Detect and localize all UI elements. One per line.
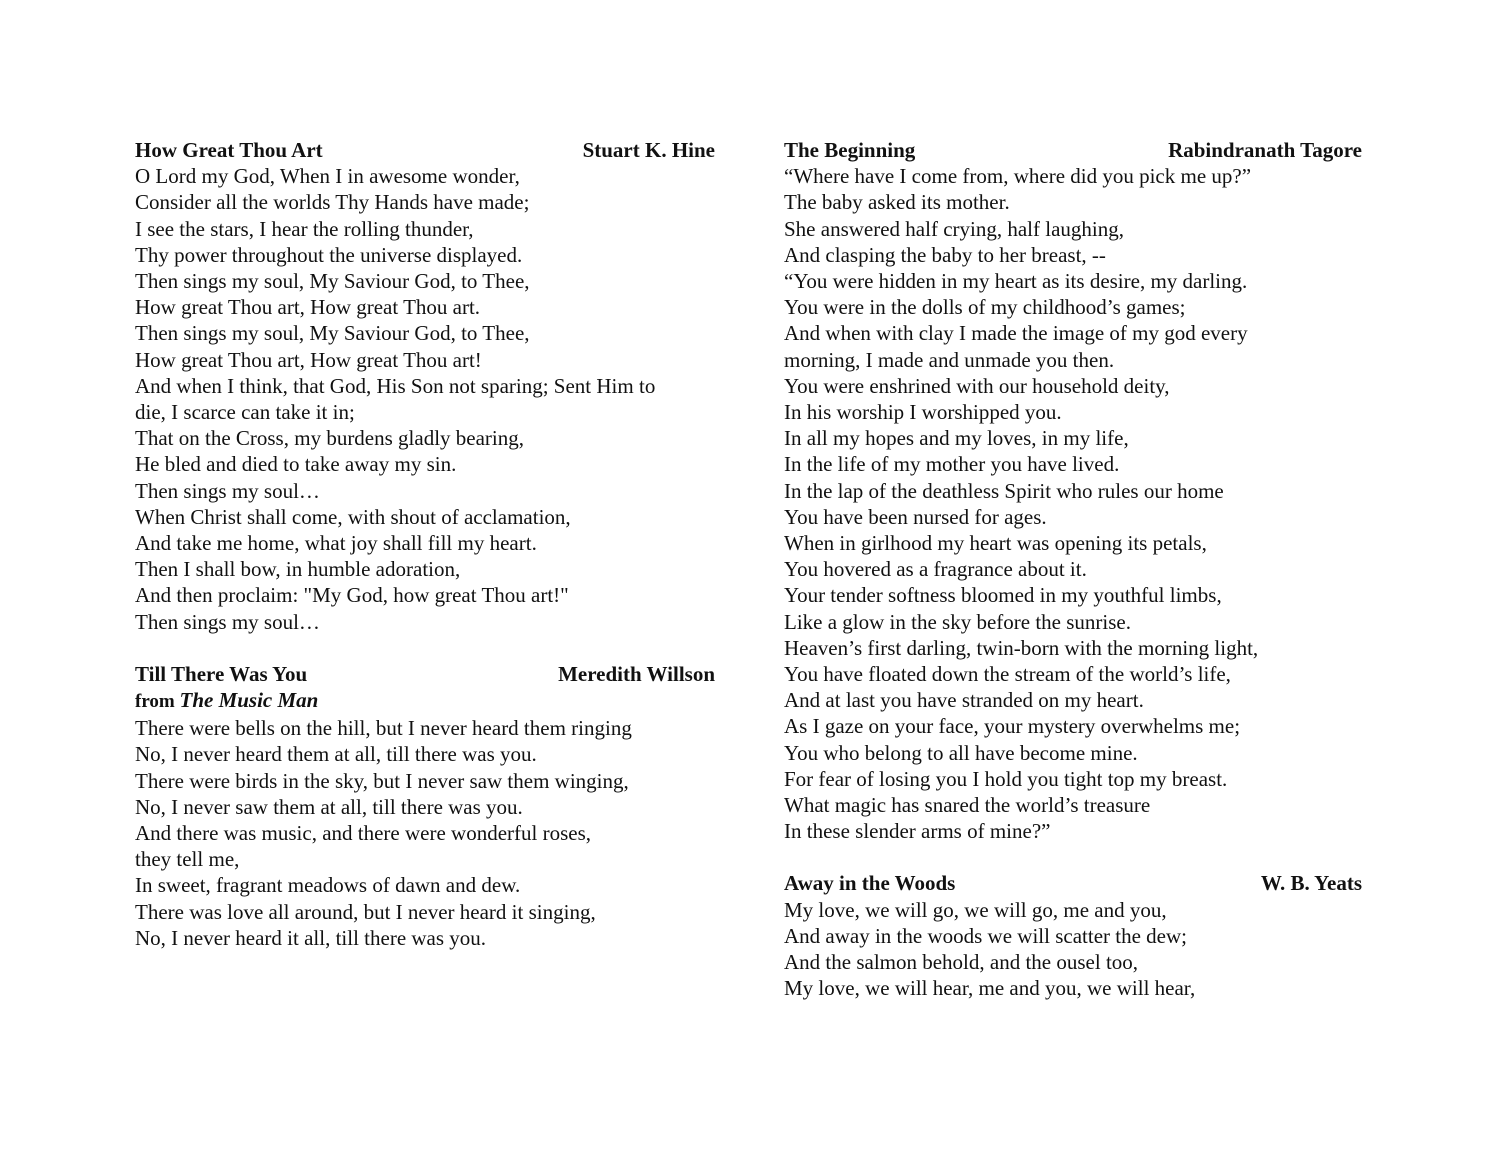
- poem-line: In sweet, fragrant meadows of dawn and dew.: [135, 873, 521, 898]
- poem-line: The baby asked its mother.: [784, 190, 1010, 215]
- poem-author: Stuart K. Hine: [582, 138, 715, 162]
- poem-line: No, I never saw them at all, till there was you.: [135, 794, 523, 819]
- poem-title: How Great Thou Art: [135, 138, 323, 162]
- poem-line: Thy power throughout the universe displayed.: [135, 242, 523, 267]
- poem-line: When Christ shall come, with shout of acclamation,: [135, 504, 571, 529]
- poem-header: [135, 661, 715, 687]
- poem-line: And then proclaim: "My God, how great Thou art!": [135, 583, 569, 608]
- source-prefix: from: [135, 691, 175, 713]
- poem-title: The Beginning: [784, 138, 916, 162]
- poem-line: And there was music, and there were wonderful roses,: [135, 821, 592, 846]
- right-column: [784, 137, 1362, 1028]
- poem-header: [135, 137, 715, 163]
- poem-line: You were in the dolls of my childhood’s games;: [784, 295, 1186, 320]
- poem-line: As I gaze on your face, your mystery overwhelms me;: [784, 714, 1241, 739]
- poem-line: In the lap of the deathless Spirit who rules our home: [784, 478, 1224, 503]
- poem-line: You have been nursed for ages.: [784, 504, 1047, 529]
- poem-till-there-was-you: [135, 661, 715, 951]
- poem-line: When in girlhood my heart was opening its petals,: [784, 531, 1207, 556]
- poem-the-beginning: [784, 137, 1362, 844]
- poem-line: There were bells on the hill, but I never heard them ringing: [135, 716, 632, 741]
- poem-title: Till There Was You: [135, 661, 308, 686]
- poem-line: And at last you have stranded on my heart.: [784, 688, 1144, 713]
- poem-line: What magic has snared the world’s treasure: [784, 793, 1151, 818]
- poem-line: In these slender arms of mine?”: [784, 819, 1051, 844]
- poem-line: “You were hidden in my heart as its desire, my darling.: [784, 269, 1248, 294]
- poem-line: And clasping the baby to her breast, --: [784, 242, 1106, 267]
- poem-line: Like a glow in the sky before the sunrise.: [784, 609, 1131, 634]
- poem-line: Your tender softness bloomed in my youthful limbs,: [784, 583, 1222, 608]
- poem-line: And when I think, that God, His Son not sparing; Sent Him to: [135, 373, 656, 398]
- poem-away-in-the-woods: [784, 870, 1362, 1001]
- poem-line: In his worship I worshipped you.: [784, 400, 1062, 425]
- poem-line: You who belong to all have become mine.: [784, 740, 1138, 765]
- poem-line: My love, we will hear, me and you, we will hear,: [784, 976, 1196, 1001]
- poem-header: [784, 137, 1362, 163]
- poem-author: W. B. Yeats: [1260, 871, 1362, 896]
- poem-line: No, I never heard it all, till there was you.: [135, 925, 487, 950]
- poem-author: Meredith Willson: [558, 661, 715, 686]
- poem-line: You have floated down the stream of the world’s life,: [784, 662, 1231, 687]
- poem-line: How great Thou art, How great Thou art!: [135, 347, 482, 372]
- poem-line: That on the Cross, my burdens gladly bearing,: [135, 426, 525, 451]
- poem-line: they tell me,: [135, 847, 240, 872]
- poem-line: He bled and died to take away my sin.: [135, 452, 457, 477]
- poem-header: [784, 870, 1362, 896]
- poem-line: Consider all the worlds Thy Hands have made;: [135, 190, 530, 215]
- poem-line: There were birds in the sky, but I never saw them winging,: [135, 768, 629, 793]
- poem-line: And when with clay I made the image of my god every: [784, 321, 1248, 346]
- poem-line: And away in the woods we will scatter the dew;: [784, 923, 1187, 948]
- poem-source: [135, 687, 715, 715]
- poem-line: morning, I made and unmade you then.: [784, 347, 1115, 372]
- poem-line: In all my hopes and my loves, in my life,: [784, 426, 1129, 451]
- poem-line: How great Thou art, How great Thou art.: [135, 295, 481, 320]
- poem-line: die, I scarce can take it in;: [135, 400, 355, 425]
- poem-line: Then I shall bow, in humble adoration,: [135, 557, 461, 582]
- poem-line: And the salmon behold, and the ousel too,: [784, 950, 1139, 975]
- poem-line: I see the stars, I hear the rolling thunder,: [135, 216, 474, 241]
- poem-line: No, I never heard them at all, till there was you.: [135, 742, 537, 767]
- poem-line: In the life of my mother you have lived.: [784, 452, 1120, 477]
- poem-line: Then sings my soul…: [135, 609, 320, 634]
- poem-line: You hovered as a fragrance about it.: [784, 557, 1087, 582]
- left-column: [135, 137, 715, 977]
- poem-line: There was love all around, but I never heard it singing,: [135, 899, 596, 924]
- poem-title: Away in the Woods: [784, 871, 956, 896]
- poem-line: And take me home, what joy shall fill my heart.: [135, 531, 537, 556]
- poem-how-great-thou-art: [135, 137, 715, 635]
- poem-line: Heaven’s first darling, twin-born with the morning light,: [784, 635, 1259, 660]
- poem-line: My love, we will go, we will go, me and you,: [784, 897, 1167, 922]
- poem-line: For fear of losing you I hold you tight top my breast.: [784, 766, 1228, 791]
- poem-line: You were enshrined with our household deity,: [784, 373, 1170, 398]
- poem-line: Then sings my soul…: [135, 478, 320, 503]
- poem-line: O Lord my God, When I in awesome wonder,: [135, 164, 520, 189]
- poem-author: Rabindranath Tagore: [1168, 138, 1362, 162]
- poem-line: “Where have I come from, where did you pick me up?”: [784, 164, 1252, 189]
- poem-line: Then sings my soul, My Saviour God, to Thee,: [135, 321, 530, 346]
- poem-line: She answered half crying, half laughing,: [784, 216, 1124, 241]
- source-title: The Music Man: [179, 688, 319, 713]
- poem-line: Then sings my soul, My Saviour God, to Thee,: [135, 269, 530, 294]
